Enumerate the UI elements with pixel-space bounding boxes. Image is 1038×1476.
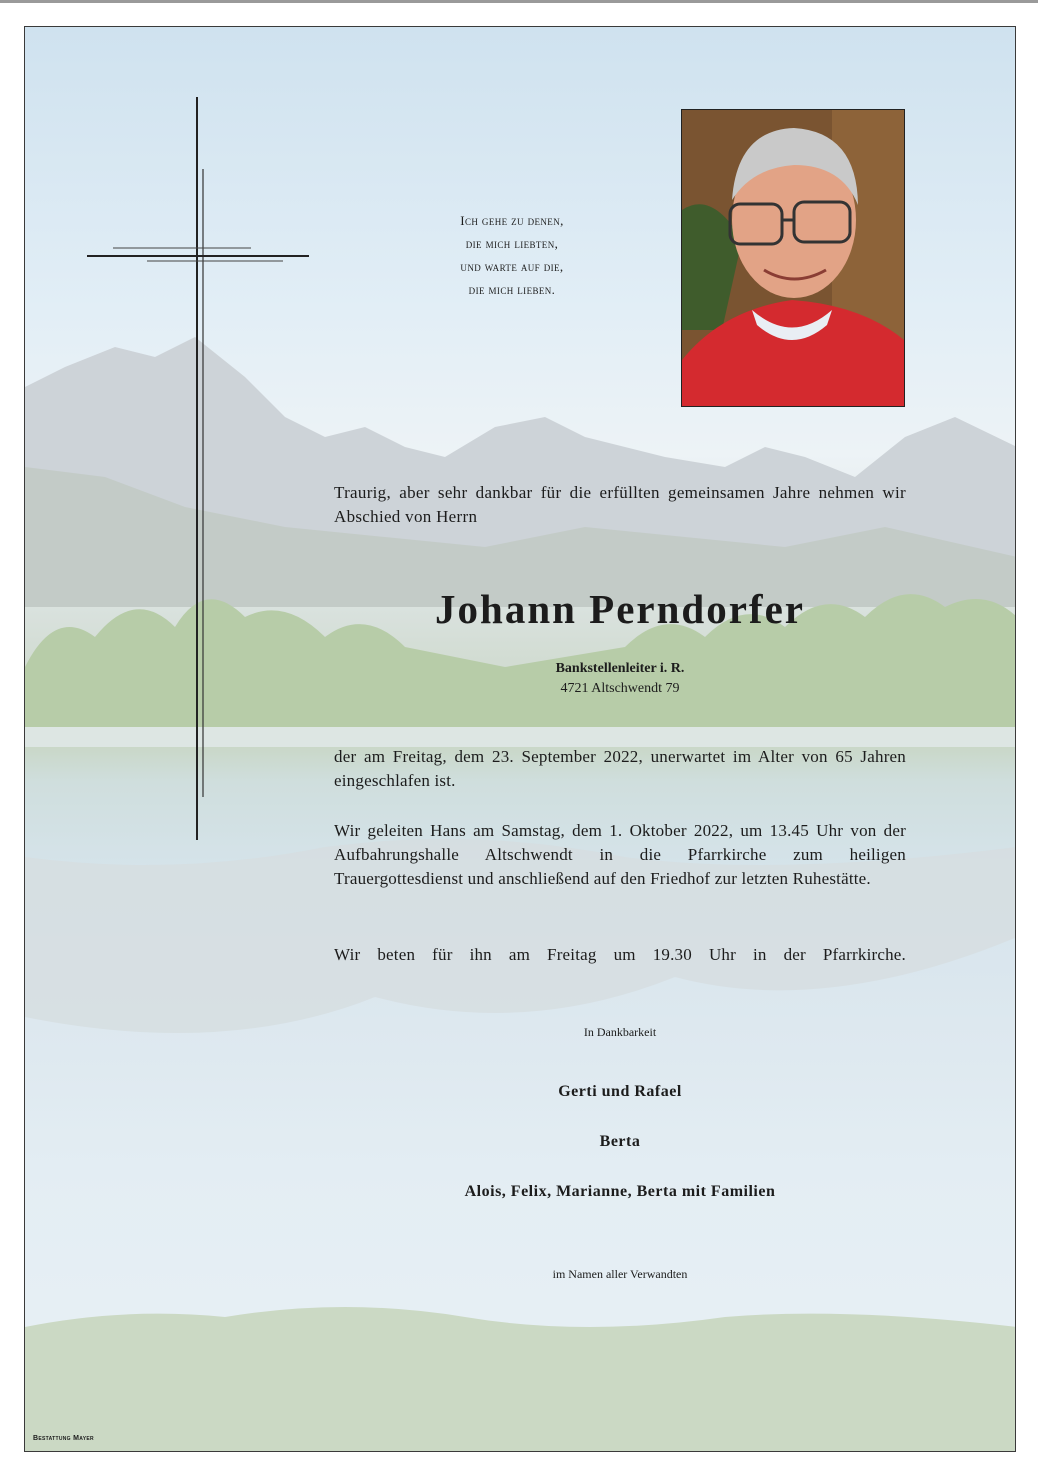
deceased-address: 4721 Altschwendt 79 bbox=[560, 681, 680, 696]
foreground-grass bbox=[25, 1287, 1016, 1452]
memorial-cross bbox=[87, 97, 317, 847]
death-notice-paragraph: der am Freitag, dem 23. September 2022, unerwartet im Alter von 65 Jahren eingeschlafen ist. bbox=[334, 747, 906, 790]
top-divider bbox=[0, 0, 1038, 3]
family-line: Gerti und Rafael bbox=[558, 1083, 682, 1100]
intro-text: Traurig, aber sehr dankbar für die erfüllten gemeinsamen Jahre nehmen wir Abschied von Herrn bbox=[334, 483, 906, 526]
deceased-role: Bankstellenleiter i. R. bbox=[555, 661, 685, 676]
relatives-line: im Namen aller Verwandten bbox=[552, 1267, 688, 1281]
family-line: Alois, Felix, Marianne, Berta mit Familien bbox=[464, 1183, 776, 1200]
prayer-paragraph: Wir beten für ihn am Freitag um 19.30 Uhr in der Pfarrkirche. bbox=[334, 945, 906, 964]
portrait-image bbox=[682, 110, 904, 406]
verse-line: und warte auf die, bbox=[460, 259, 564, 274]
verse-line: Ich gehe zu denen, bbox=[460, 213, 564, 228]
thanks-line: In Dankbarkeit bbox=[583, 1025, 657, 1039]
deceased-name: Johann Perndorfer bbox=[435, 586, 805, 632]
obituary-page bbox=[24, 26, 1016, 1452]
memorial-verse bbox=[397, 209, 627, 301]
funeral-details-paragraph: Wir geleiten Hans am Samstag, dem 1. Oktober 2022, um 13.45 Uhr von der Aufbahrungshalle Altschwendt in die Pfarrkirche zum heiligen Trauergottesdienst und anschließend auf den Friedhof zur letzten Ruhestätte. bbox=[334, 821, 906, 888]
family-line: Berta bbox=[599, 1133, 641, 1150]
portrait-photo bbox=[681, 109, 905, 407]
verse-line: die mich liebten, bbox=[465, 236, 559, 251]
verse-line: die mich lieben. bbox=[468, 282, 556, 297]
funeral-home-credit: Bestattung Mayer bbox=[33, 1435, 94, 1442]
